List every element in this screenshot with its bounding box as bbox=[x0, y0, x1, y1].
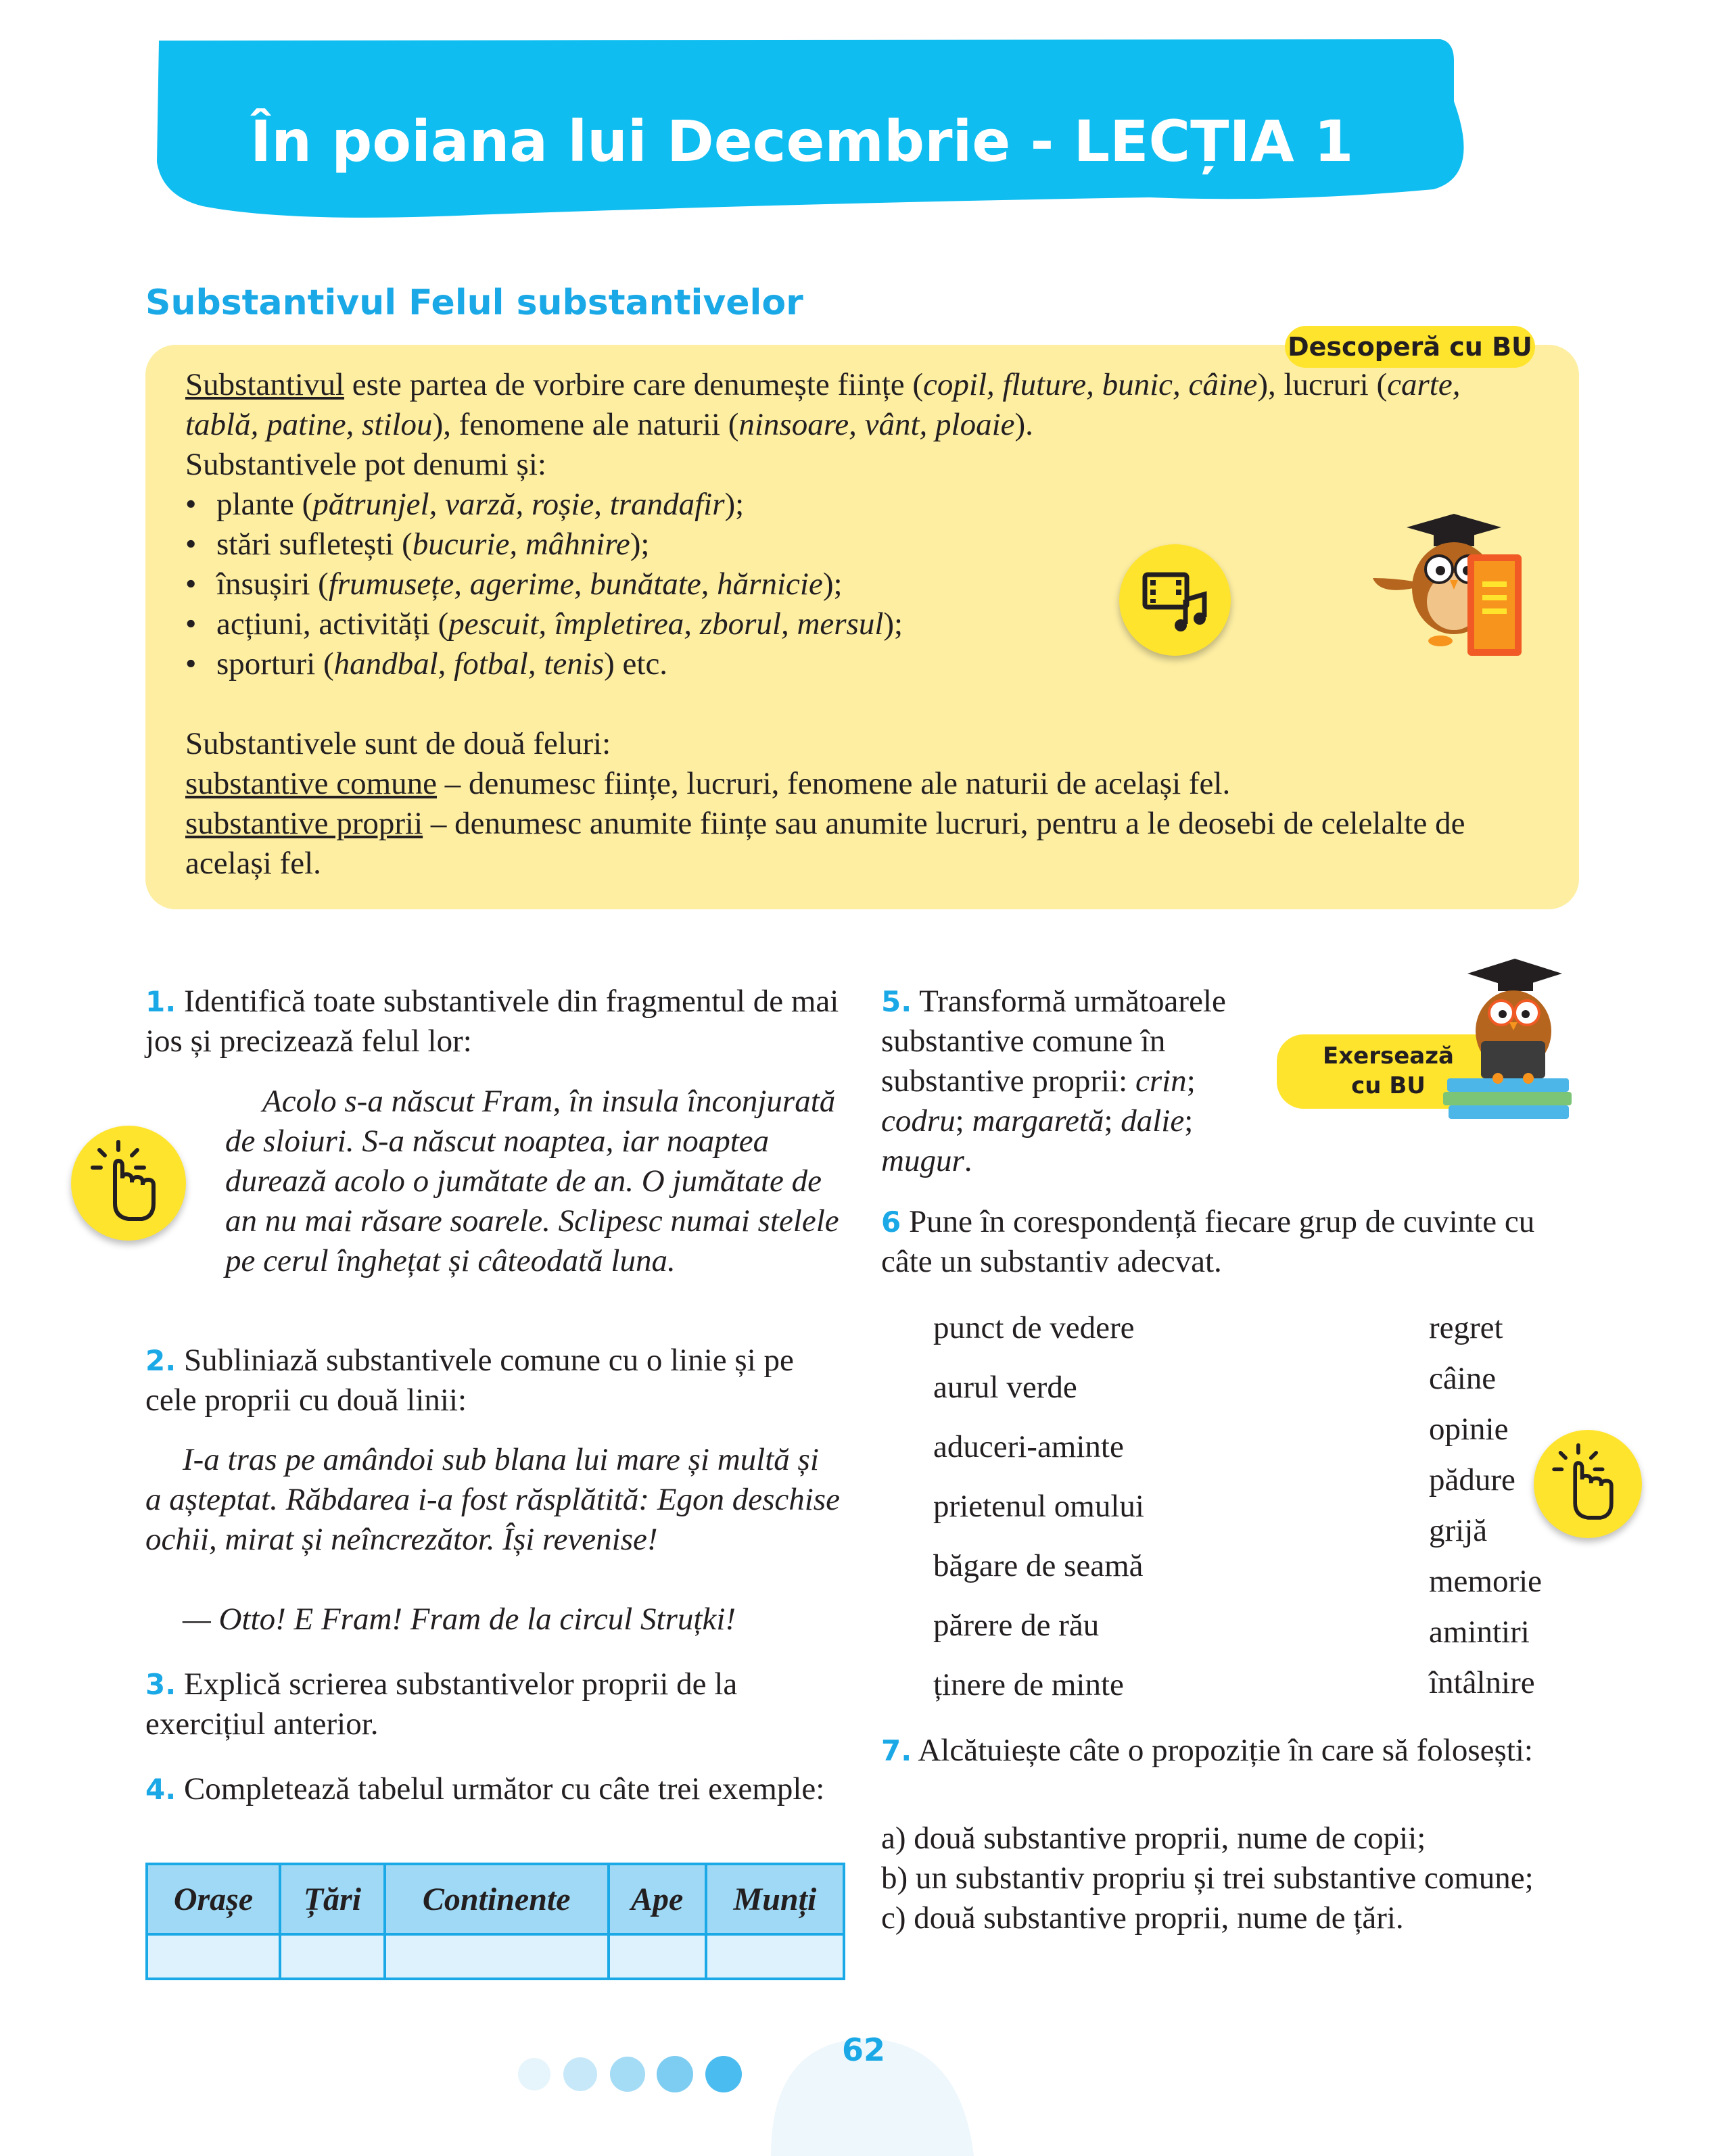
exercise-7-items bbox=[881, 1819, 1557, 1938]
list-item: • plante (pătrunjel, varză, roșie, trandafir); bbox=[185, 485, 1531, 525]
definition-text bbox=[185, 365, 1531, 884]
noun-item[interactable]: memorie bbox=[1429, 1564, 1543, 1599]
media-button[interactable] bbox=[1119, 544, 1231, 656]
list-item: • sporturi (handbal, fotbal, tenis) etc. bbox=[185, 644, 1531, 684]
definition-paragraph: Substantivul este partea de vorbire care denumește ființe (copil, fluture, bunic, câine), lucruri (carte, tablă, patine, stilou), fenomene ale naturii (ninsoare, vânt, ploaie). bbox=[185, 367, 1461, 442]
noun-item[interactable]: întâlnire bbox=[1429, 1665, 1535, 1700]
phrase-item[interactable]: părere de rău bbox=[933, 1608, 1100, 1643]
hand-pointer-button[interactable] bbox=[1534, 1430, 1642, 1538]
noun-item[interactable]: opinie bbox=[1429, 1412, 1509, 1447]
discover-badge[interactable]: Descoperă cu BU bbox=[1285, 326, 1535, 368]
exercise-4: 4. Completează tabelul următor cu câte trei exemple: bbox=[145, 1771, 825, 1806]
exercise-5: 5. Transformă următoarele substantive comune în substantive proprii: crin; codru; margaretă; dalie; mugur. bbox=[881, 984, 1226, 1178]
phrase-item[interactable]: aurul verde bbox=[933, 1370, 1077, 1405]
noun-item[interactable]: grijă bbox=[1429, 1513, 1488, 1548]
exercise-1-quote: Acolo s-a născut Fram, în insula înconjurată de sloiuri. S-a născut noaptea, iar noaptea durează acolo o jumătate de an. O jumătate de an nu mai răsare soarele. Sclipesc numai stelele pe cerul înghețat și câteodată luna. bbox=[225, 1084, 839, 1278]
phrase-item[interactable]: băgare de seamă bbox=[933, 1548, 1144, 1583]
exercise-2-dialog: — Otto! E Fram! Fram de la circul Struțki! bbox=[183, 1602, 736, 1637]
intro-line: Substantivele pot denumi și: bbox=[185, 447, 546, 482]
phrase-item[interactable]: prietenul omului bbox=[933, 1489, 1144, 1524]
footer-decoration bbox=[500, 2001, 974, 2156]
section-title: Substantivul Felul substantivelor bbox=[145, 283, 803, 323]
exercise-2: 2. Subliniază substantivele comune cu o linie și pe cele proprii cu două linii: bbox=[145, 1343, 794, 1418]
lesson-title: În poiana lui Decembrie - LECȚIA 1 bbox=[250, 108, 1354, 174]
hand-pointer-icon bbox=[71, 1126, 186, 1241]
phrase-item[interactable]: aduceri-aminte bbox=[933, 1429, 1124, 1464]
table-header-cell: Munți bbox=[706, 1864, 844, 1934]
examples-table bbox=[145, 1863, 845, 1980]
noun-item[interactable]: pădure bbox=[1429, 1462, 1515, 1498]
owl-laptop-icon bbox=[1434, 953, 1582, 1122]
media-icon bbox=[1119, 544, 1231, 656]
hand-pointer-button[interactable] bbox=[71, 1126, 186, 1241]
table-header-cell: Țări bbox=[280, 1864, 385, 1934]
noun-item[interactable]: regret bbox=[1429, 1310, 1503, 1345]
table-cell[interactable] bbox=[609, 1934, 706, 1979]
exercise-6: 6 Pune în corespondență fiecare grup de cuvinte cu câte un substantiv adecvat. bbox=[881, 1204, 1535, 1279]
common-nouns-def: substantive comune – denumesc ființe, lucruri, fenomene ale naturii de același fel. bbox=[185, 766, 1231, 801]
list-item: • stări sufletești (bucurie, mâhnire); bbox=[185, 525, 1531, 565]
phrase-item[interactable]: punct de vedere bbox=[933, 1310, 1135, 1345]
list-item: • acțiuni, activități (pescuit, împletirea, zborul, mersul); bbox=[185, 604, 1531, 644]
table-cell[interactable] bbox=[706, 1934, 844, 1979]
list-item: c) două substantive proprii, nume de țări. bbox=[881, 1900, 1404, 1936]
hand-pointer-icon bbox=[1534, 1430, 1642, 1538]
list-item: a) două substantive proprii, nume de copii; bbox=[881, 1821, 1426, 1856]
category-list bbox=[185, 485, 1531, 684]
exercise-7: 7. Alcătuiește câte o propoziție în care să folosești: bbox=[881, 1733, 1533, 1768]
exercise-2-quote: I-a tras pe amândoi sub blana lui mare și multă și a așteptat. Răbdarea i-a fost răsplătită: Egon deschise ochii, mirat și neîncrezător. Își revenise! bbox=[145, 1442, 840, 1557]
table-header-cell: Orașe bbox=[147, 1864, 280, 1934]
list-item: • însușiri (frumusețe, agerime, bunătate, hărnicie); bbox=[185, 565, 1531, 604]
page-number: 62 bbox=[842, 2032, 886, 2068]
table-header-cell: Continente bbox=[385, 1864, 609, 1934]
table-cell[interactable] bbox=[385, 1934, 609, 1979]
exercise-badge[interactable]: Exersează cu BU bbox=[1277, 1034, 1500, 1109]
phrase-item[interactable]: ținere de minte bbox=[933, 1667, 1124, 1702]
exercise-1: 1. Identifică toate substantivele din fragmentul de mai jos și precizează felul lor: bbox=[145, 984, 839, 1059]
table-cell[interactable] bbox=[147, 1934, 280, 1979]
table-cell[interactable] bbox=[280, 1934, 385, 1979]
kinds-intro: Substantivele sunt de două feluri: bbox=[185, 726, 611, 761]
noun-item[interactable]: câine bbox=[1429, 1361, 1497, 1396]
phrase-list bbox=[933, 1308, 1312, 1725]
table-header-row bbox=[147, 1864, 844, 1934]
noun-item[interactable]: amintiri bbox=[1429, 1614, 1530, 1650]
table-header-cell: Ape bbox=[609, 1864, 706, 1934]
proper-nouns-def: substantive proprii – denumesc anumite ființe sau anumite lucruri, pentru a le deosebi de celelalte de același fel. bbox=[185, 806, 1465, 881]
exercise-3: 3. Explică scrierea substantivelor proprii de la exercițiul anterior. bbox=[145, 1667, 738, 1742]
table-row bbox=[147, 1934, 844, 1979]
list-item: b) un substantiv propriu și trei substantive comune; bbox=[881, 1861, 1534, 1896]
owl-book-icon bbox=[1366, 514, 1535, 663]
